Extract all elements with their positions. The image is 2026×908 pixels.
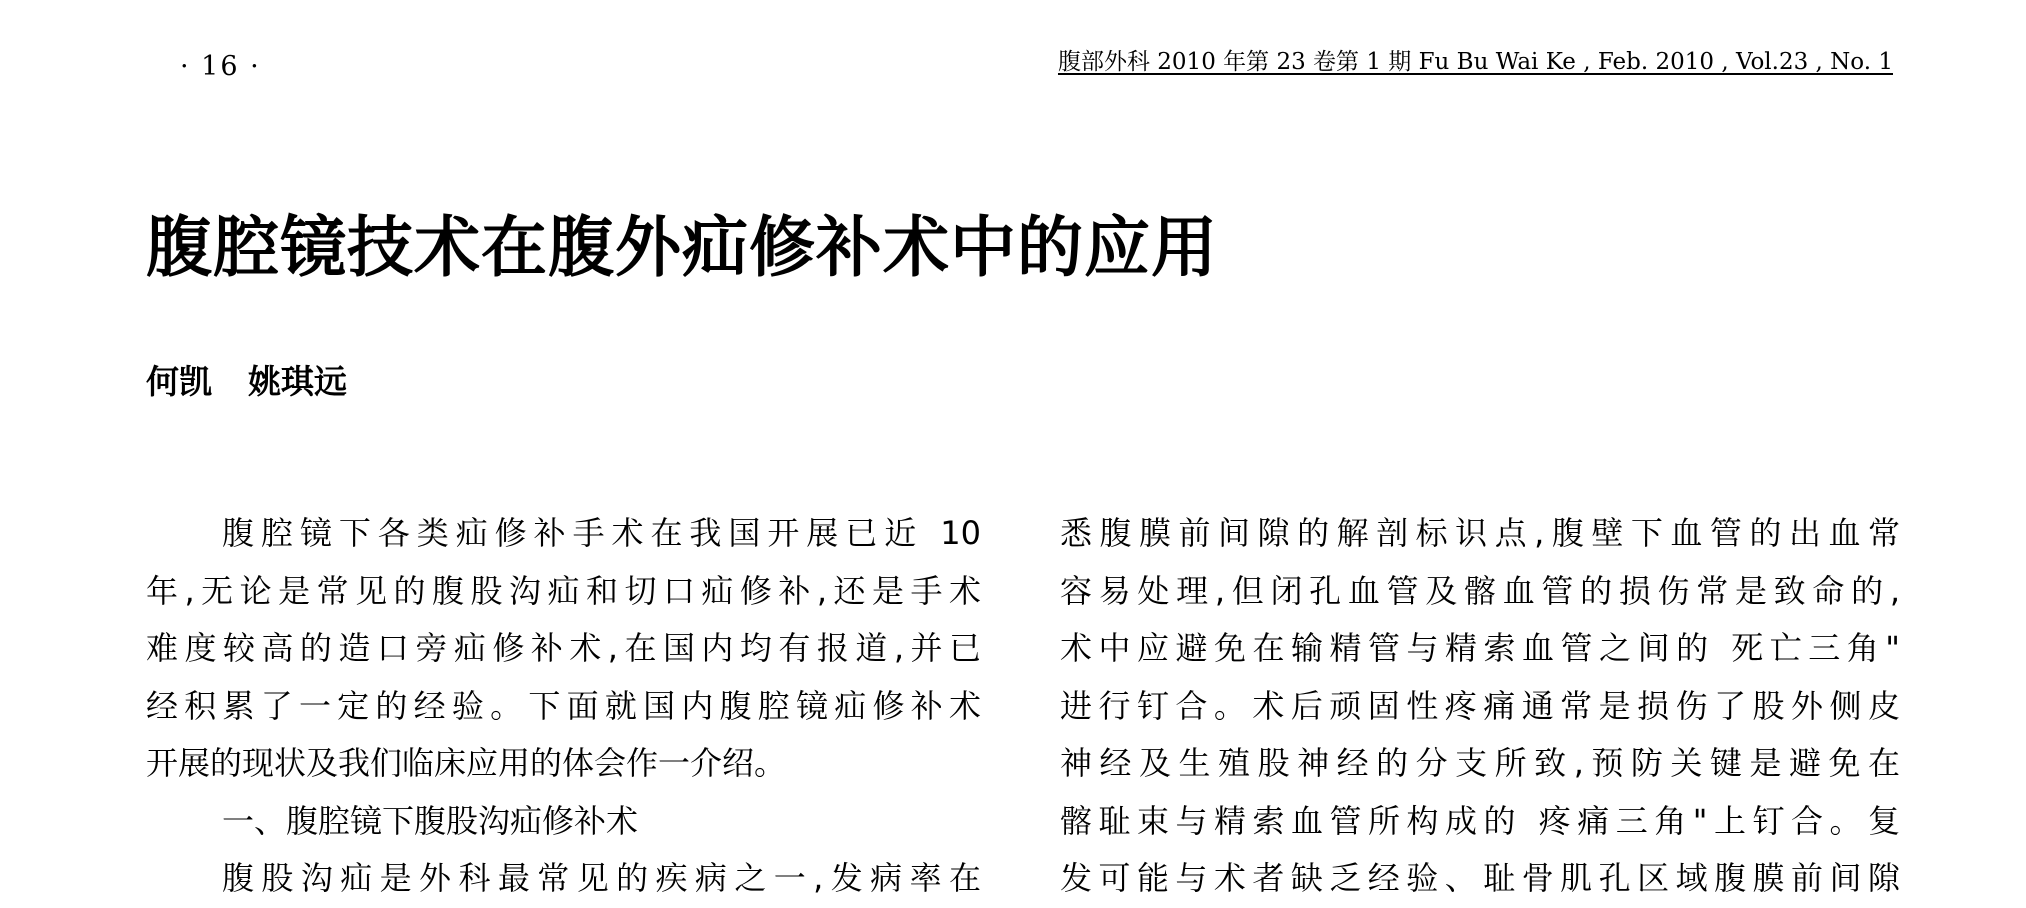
body-text-line: 开展的现状及我们临床应用的体会作一介绍。 [146, 744, 787, 782]
body-column-right [1060, 505, 1900, 908]
body-text-line: 经积累了一定的经验。下面就国内腹腔镜疝修补术 [146, 686, 981, 725]
body-text-line: 腹腔镜下各类疝修补手术在我国开展已近 10 [222, 514, 981, 552]
body-text-line: 发可能与术者缺乏经验、耻骨肌孔区域腹膜前间隙 [1060, 859, 1900, 897]
body-text-line: 神经及生殖股神经的分支所致,预防关键是避免在 [1060, 744, 1900, 782]
author-list [146, 360, 347, 404]
body-text-line: 进行钉合。术后顽固性疼痛通常是损伤了股外侧皮 [1060, 686, 1900, 725]
author-name: 姚琪远 [248, 362, 347, 401]
body-text-line: 腹股沟疝是外科最常见的疾病之一,发病率在 [222, 859, 981, 897]
body-text-line: 术中应避免在输精管与精索血管之间的 死亡三角" [1060, 629, 1900, 667]
body-text-line: 容易处理,但闭孔血管及髂血管的损伤常是致命的, [1060, 571, 1900, 610]
body-text-line: 年,无论是常见的腹股沟疝和切口疝修补,还是手术 [146, 571, 981, 610]
page-number: · 16 · [180, 51, 261, 82]
body-column-left [146, 505, 981, 908]
author-name: 何凯 [146, 362, 212, 401]
article-title: 腹腔镜技术在腹外疝修补术中的应用 [146, 209, 1218, 286]
section-heading: 一、腹腔镜下腹股沟疝修补术 [222, 801, 639, 840]
running-header-journal: 腹部外科 2010 年第 23 卷第 1 期 Fu Bu Wai Ke , Feb. 2010 , Vol.23 , No. 1 [1057, 49, 1893, 75]
body-text-line: 髂耻束与精索血管所构成的 疼痛三角"上钉合。复 [1060, 801, 1900, 840]
body-text-line: 难度较高的造口旁疝修补术,在国内均有报道,并已 [146, 629, 981, 667]
body-text-line: 悉腹膜前间隙的解剖标识点,腹壁下血管的出血常 [1060, 514, 1900, 552]
